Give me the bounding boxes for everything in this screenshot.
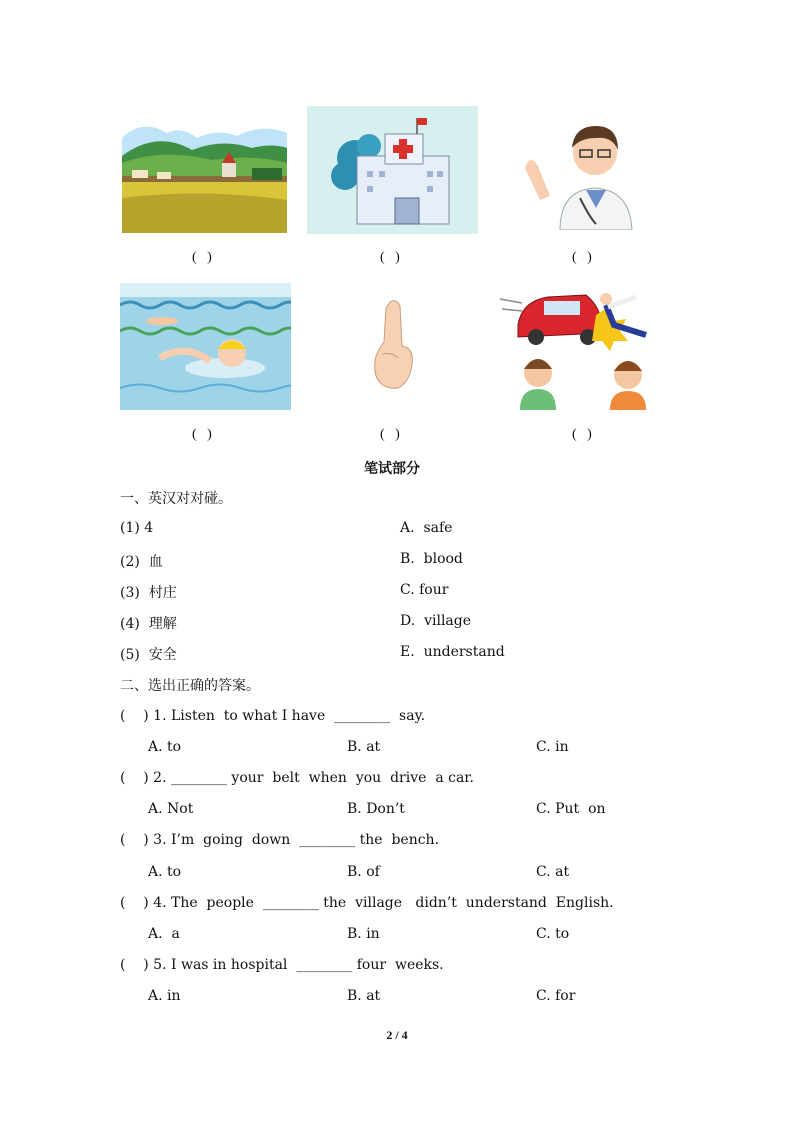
answer-option[interactable]: A. to (148, 739, 182, 755)
picture-answer-blank[interactable]: ( ) (572, 427, 592, 442)
match-item-right: B. blood (400, 551, 463, 567)
picture-answer-blank[interactable]: ( ) (192, 250, 212, 265)
section-1-title: 一、英汉对对碰。 (120, 491, 232, 507)
answer-option[interactable]: B. at (347, 988, 381, 1004)
picture-answer-blank[interactable]: ( ) (380, 427, 400, 442)
match-item-right: C. four (400, 582, 449, 598)
answer-option[interactable]: A. in (148, 988, 181, 1004)
pointing-hand-picture (370, 298, 420, 390)
match-item-left: (5) 安全 (120, 647, 177, 663)
picture-answer-blank[interactable]: ( ) (192, 427, 212, 442)
question-stem: ( ) 1. Listen to what I have ________ say. (120, 708, 426, 724)
car-accident-picture (496, 285, 664, 410)
picture-answer-blank[interactable]: ( ) (380, 250, 400, 265)
swimming-picture (120, 283, 291, 410)
answer-option[interactable]: A. a (148, 926, 180, 942)
answer-option[interactable]: B. of (347, 864, 380, 880)
answer-option[interactable]: C. Put on (536, 801, 606, 817)
question-stem: ( ) 4. The people ________ the village didn’t understand English. (120, 895, 614, 911)
answer-option[interactable]: B. Don’t (347, 801, 405, 817)
match-item-left: (4) 理解 (120, 616, 177, 632)
section-2-title: 二、选出正确的答案。 (120, 678, 260, 694)
answer-option[interactable]: C. for (536, 988, 576, 1004)
match-item-right: D. village (400, 613, 472, 629)
picture-answer-blank[interactable]: ( ) (572, 250, 592, 265)
doctor-picture (520, 108, 642, 230)
answer-option[interactable]: B. at (347, 739, 381, 755)
answer-option[interactable]: C. in (536, 739, 569, 755)
written-part-title: 笔试部分 (364, 461, 420, 477)
answer-option[interactable]: C. to (536, 926, 570, 942)
question-stem: ( ) 2. ________ your belt when you drive a car. (120, 770, 474, 786)
answer-option[interactable]: A. Not (148, 801, 194, 817)
page-number: 2 / 4 (386, 1028, 408, 1042)
match-item-left: (3) 村庄 (120, 585, 177, 601)
hospital-picture (307, 106, 478, 234)
answer-option[interactable]: C. at (536, 864, 570, 880)
answer-option[interactable]: B. in (347, 926, 380, 942)
match-item-left: (1) 4 (120, 520, 154, 536)
question-stem: ( ) 3. I’m going down ________ the bench. (120, 832, 440, 848)
match-item-right: A. safe (400, 520, 453, 536)
match-item-left: (2) 血 (120, 554, 163, 570)
answer-option[interactable]: A. to (148, 864, 182, 880)
question-stem: ( ) 5. I was in hospital ________ four weeks. (120, 957, 444, 973)
countryside-picture (122, 108, 287, 233)
match-item-right: E. understand (400, 644, 505, 660)
